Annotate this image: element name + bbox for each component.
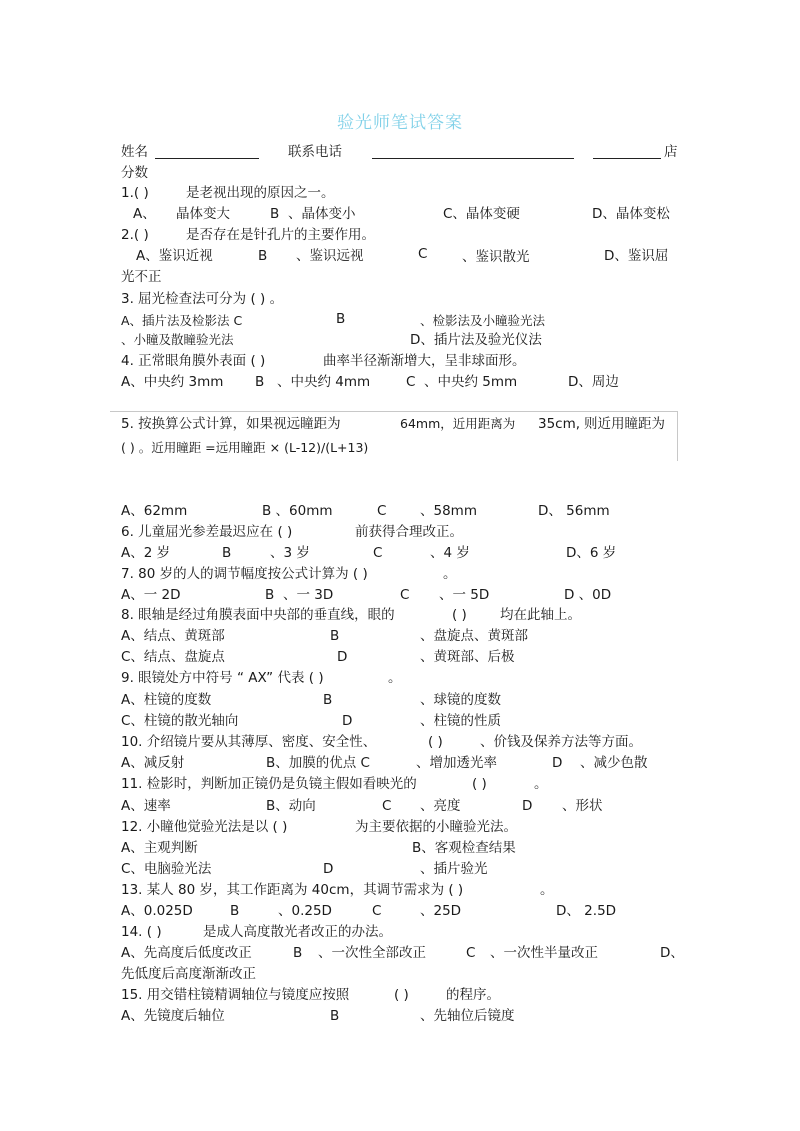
q10-paren: ( ) <box>428 734 443 750</box>
q11-option-d-letter: D <box>522 798 533 814</box>
q10-option-c: 、增加透光率 <box>416 755 497 771</box>
q4-option-c-letter: C <box>406 374 416 390</box>
q5-option-c: 、58mm <box>420 503 477 519</box>
q1-stem: 1.( ) <box>121 185 149 201</box>
q5-box-top <box>110 411 678 412</box>
q8-option-c: C、结点、盘旋点 <box>121 649 225 665</box>
store-label: 店 <box>664 144 678 160</box>
q11-option-a: A、速率 <box>121 798 171 814</box>
q12-option-b: B、客观检查结果 <box>412 840 516 856</box>
q9-option-b-letter: B <box>323 692 333 708</box>
q5-formula: ( ) 。近用瞳距 =远用瞳距 × (L-12)/(L+13) <box>121 440 369 455</box>
name-field[interactable] <box>155 158 259 159</box>
q15-option-b-letter: B <box>330 1008 340 1024</box>
q6-option-b-letter: B <box>222 545 232 561</box>
q11-stem: 11. 检影时，判断加正镜仍是负镜主假如看映光的 <box>121 776 417 792</box>
q14-option-b: 、一次性全部改正 <box>318 945 426 961</box>
q6-option-a: A、2 岁 <box>121 545 171 561</box>
q9-option-c: C、柱镜的散光轴向 <box>121 713 239 729</box>
q12-option-c: C、电脑验光法 <box>121 861 212 877</box>
q3-option-a: A、插片法及检影法 C <box>121 313 243 328</box>
q5-stem: 5. 按换算公式计算，如果视远瞳距为 <box>121 416 341 432</box>
q2-option-b-letter: B <box>258 248 268 264</box>
q13-text: 。 <box>540 882 554 898</box>
q12-option-d-letter: D <box>323 861 334 877</box>
q1-option-a: 晶体变大 <box>176 206 230 222</box>
q2-option-d: D、鉴识屈 <box>604 248 669 264</box>
q14-text: 是成人高度散光者改正的办法。 <box>203 924 392 940</box>
q14-option-c-letter: C <box>466 945 476 961</box>
q14-option-d-cont: 先低度后高度渐渐改正 <box>121 966 256 982</box>
q1-option-b-letter: B <box>270 206 280 222</box>
q1-option-d: D、晶体变松 <box>592 206 670 222</box>
q10-option-b: B、加膜的优点 C <box>266 755 370 771</box>
q8-option-d: 、黄斑部、后极 <box>420 649 515 665</box>
q6-stem: 6. 儿童屈光参差最迟应在 ( ) <box>121 524 293 540</box>
q6-option-d: D、6 岁 <box>566 545 617 561</box>
store-field[interactable] <box>593 158 661 159</box>
q13-option-b-letter: B <box>230 903 240 919</box>
q2-stem: 2.( ) <box>121 227 149 243</box>
q9-option-d: 、柱镜的性质 <box>420 713 501 729</box>
q9-stem: 9. 眼镜处方中符号 “ AX” 代表 ( ) <box>121 670 324 686</box>
q1-text: 是老视出现的原因之一。 <box>186 185 335 201</box>
score-label: 分数 <box>121 165 148 181</box>
q5-option-a: A、62mm <box>121 503 188 519</box>
q2-option-b: 、鉴识远视 <box>296 248 364 264</box>
q14-stem: 14. ( ) <box>121 924 162 940</box>
q1-option-a-letter: A、 <box>133 206 156 222</box>
q13-stem: 13. 某人 80 岁，其工作距离为 40cm，其调节需求为 ( ) <box>121 882 464 898</box>
q10-option-d-letter: D <box>552 755 563 771</box>
q8-text: 均在此轴上。 <box>500 607 581 623</box>
q12-stem: 12. 小瞳他觉验光法是以 ( ) <box>121 819 288 835</box>
phone-label: 联系电话 <box>288 144 342 160</box>
page-title: 验光师笔试答案 <box>337 113 463 133</box>
q13-option-c: 、25D <box>420 903 462 919</box>
q5-value-2: 35cm, <box>538 416 581 432</box>
q5-option-d: D、 56mm <box>538 503 610 519</box>
q5-box-right <box>677 411 678 461</box>
phone-field[interactable] <box>372 158 574 159</box>
q11-paren: ( ) <box>472 776 487 792</box>
q10-text: 、价钱及保养方法等方面。 <box>480 734 642 750</box>
q4-option-d: D、周边 <box>568 374 619 390</box>
q8-option-a: A、结点、黄斑部 <box>121 628 225 644</box>
name-label: 姓名 <box>121 144 148 160</box>
q7-stem: 7. 80 岁的人的调节幅度按公式计算为 ( ) <box>121 566 368 582</box>
q10-option-a: A、减反射 <box>121 755 185 771</box>
q6-option-b: 、3 岁 <box>270 545 310 561</box>
q8-option-d-letter: D <box>337 649 348 665</box>
q7-option-c-letter: C <box>400 587 410 603</box>
q10-stem: 10. 介绍镜片要从其薄厚、密度、安全性、 <box>121 734 377 750</box>
q14-option-a: A、先高度后低度改正 <box>121 945 252 961</box>
q8-option-b: 、盘旋点、黄斑部 <box>420 628 528 644</box>
q6-option-c: 、4 岁 <box>430 545 470 561</box>
q8-stem: 8. 眼轴是经过角膜表面中央部的垂直线，眼的 <box>121 607 395 623</box>
q1-option-c: C、晶体变硬 <box>443 206 520 222</box>
q9-text: 。 <box>388 670 402 686</box>
q2-option-c-letter: C <box>418 246 428 262</box>
q14-option-d: D、 <box>660 945 684 961</box>
q11-option-c: 、亮度 <box>420 798 461 814</box>
q6-option-c-letter: C <box>373 545 383 561</box>
q14-option-c: 、一次性半量改正 <box>490 945 598 961</box>
q6-text: 前获得合理改正。 <box>355 524 463 540</box>
q9-option-b: 、球镜的度数 <box>420 692 501 708</box>
q12-option-d: 、插片验光 <box>420 861 488 877</box>
q3-option-b-letter: B <box>336 311 346 327</box>
q7-option-b-letter: B <box>265 587 275 603</box>
q5-text: 则近用瞳距为 <box>584 416 665 432</box>
q13-option-c-letter: C <box>372 903 382 919</box>
q1-option-b: 、晶体变小 <box>288 206 356 222</box>
q15-text: 的程序。 <box>446 987 500 1003</box>
q10-option-d: 、减少色散 <box>580 755 648 771</box>
q5-option-b: B 、60mm <box>262 503 333 519</box>
q11-text: 。 <box>534 776 548 792</box>
q15-option-a: A、先镜度后轴位 <box>121 1008 225 1024</box>
q4-option-c: 、中央约 5mm <box>424 374 518 390</box>
q13-option-d: D、 2.5D <box>556 903 617 919</box>
q11-option-b: B、动向 <box>266 798 316 814</box>
q3-option-d: D、插片法及验光仪法 <box>410 332 542 348</box>
q7-option-a: A、一 2D <box>121 587 181 603</box>
q7-option-b: 、一 3D <box>283 587 334 603</box>
q11-option-d: 、形状 <box>562 798 603 814</box>
q3-stem: 3. 屈光检查法可分为 ( ) 。 <box>121 291 284 307</box>
q9-option-a: A、柱镜的度数 <box>121 692 212 708</box>
q13-option-b: 、0.25D <box>278 903 332 919</box>
q12-option-a: A、主观判断 <box>121 840 198 856</box>
q7-text: 。 <box>443 566 457 582</box>
q5-value-1: 64mm，近用距离为 <box>400 416 516 431</box>
q4-option-a: A、中央约 3mm <box>121 374 224 390</box>
q13-option-a: A、0.025D <box>121 903 193 919</box>
q2-option-c: 、鉴识散光 <box>462 249 530 265</box>
q12-text: 为主要依据的小瞳验光法。 <box>355 819 517 835</box>
q2-option-d-cont: 光不正 <box>121 269 162 285</box>
q15-stem: 15. 用交错柱镜精调轴位与镜度应按照 <box>121 987 350 1003</box>
q3-option-b: 、检影法及小瞳验光法 <box>420 313 546 328</box>
q7-option-d: D 、0D <box>564 587 612 603</box>
q15-option-b: 、先轴位后镜度 <box>420 1008 515 1024</box>
q14-option-b-letter: B <box>293 945 303 961</box>
q4-option-b: 、中央约 4mm <box>277 374 371 390</box>
q11-option-c-letter: C <box>382 798 392 814</box>
q5-option-c-letter: C <box>377 503 387 519</box>
q4-text: 曲率半径渐渐增大，呈非球面形。 <box>323 353 526 369</box>
q3-option-c: 、小瞳及散瞳验光法 <box>121 332 234 347</box>
q2-option-a: A、鉴识近视 <box>136 248 213 264</box>
q7-option-c: 、一 5D <box>439 587 490 603</box>
q4-option-b-letter: B <box>255 374 265 390</box>
q2-text: 是否存在是针孔片的主要作用。 <box>186 227 375 243</box>
q8-option-b-letter: B <box>330 628 340 644</box>
q9-option-d-letter: D <box>342 713 353 729</box>
q15-paren: ( ) <box>394 987 409 1003</box>
q8-paren: ( ) <box>452 607 467 623</box>
q4-stem: 4. 正常眼角膜外表面 ( ) <box>121 353 266 369</box>
